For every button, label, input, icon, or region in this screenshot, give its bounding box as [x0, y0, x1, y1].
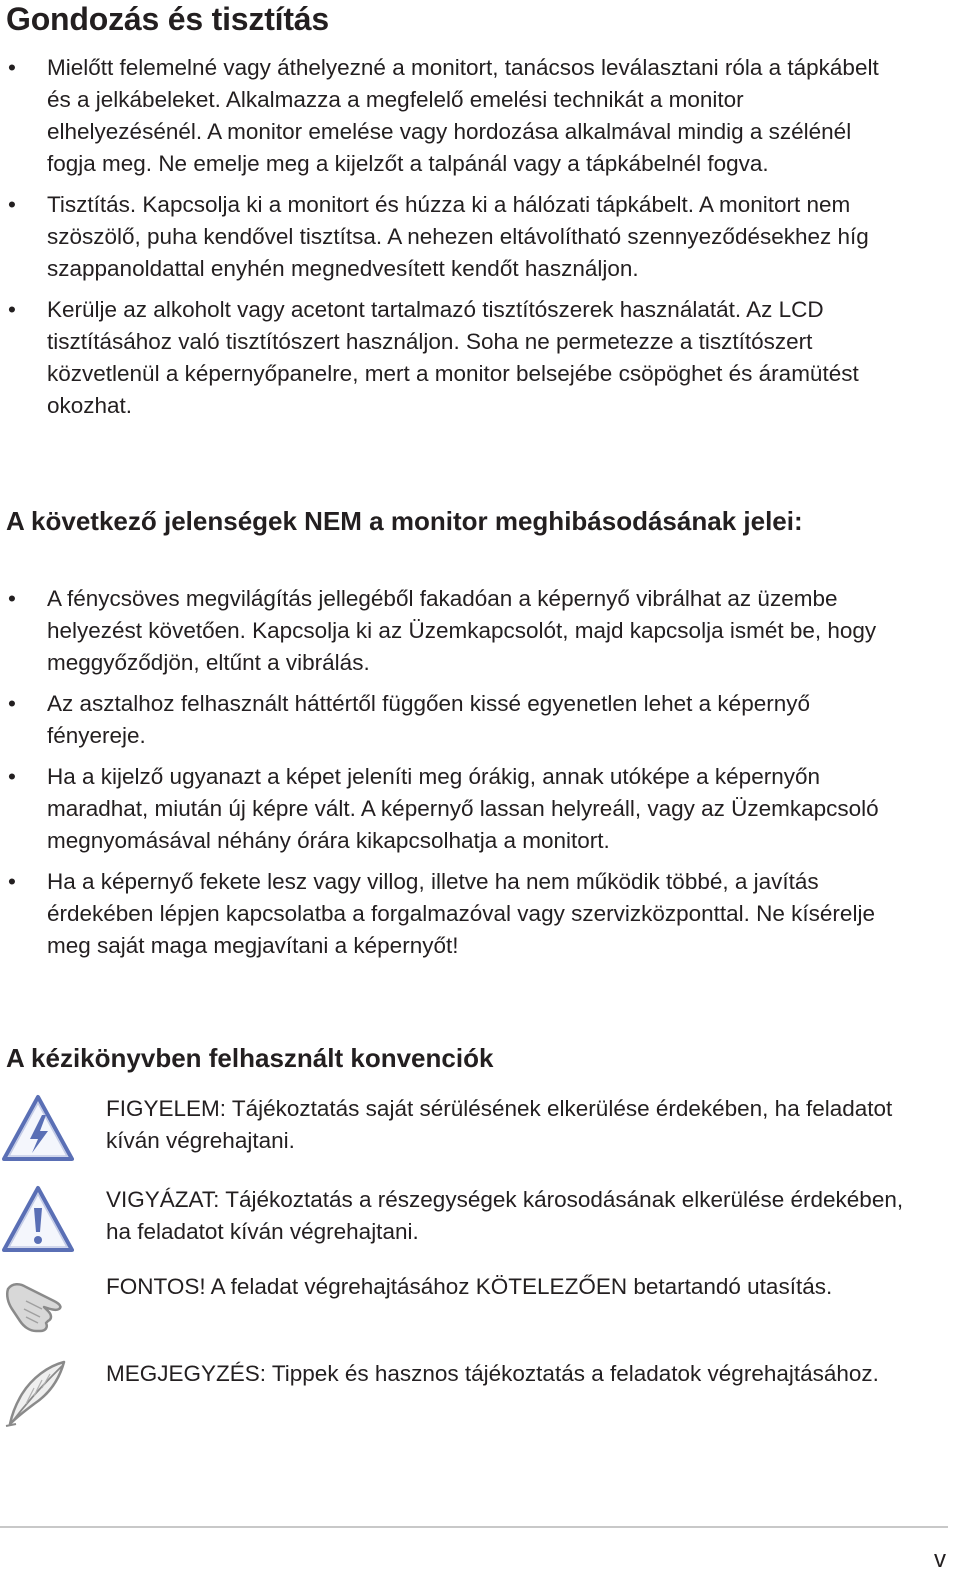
symptoms-section-title: A következő jelenségek NEM a monitor meghibásodásának jelei: — [6, 506, 803, 536]
convention-warning — [0, 1093, 960, 1173]
convention-text: FIGYELEM: Tájékoztatás saját sérülésének elkerülése érdekében, ha feladatot kíván végrehajtani. — [106, 1096, 893, 1153]
bullet: • — [8, 586, 16, 611]
page-number: v — [934, 1546, 946, 1573]
list-item — [0, 294, 900, 422]
symptoms-list — [0, 583, 900, 971]
list-item-text: Ha a kijelző ugyanazt a képet jeleníti meg órákig, annak utóképe a képernyőn maradhat, miután új képre vált. A képernyő lassan helyreáll, vagy az Üzemkapcsoló megnyomásával néhány órára kikapcsolhatja a monitort. — [47, 764, 879, 853]
bullet: • — [8, 691, 16, 716]
pointing-hand-icon — [2, 1271, 74, 1343]
list-item-text: Kerülje az alkoholt vagy acetont tartalmazó tisztítószerek használatát. Az LCD tisztításához való tisztítószert használjon. Soha ne permetezze a tisztítószert közvetlenül a képernyőpanelre, mert a monitor belsejébe csöpöghet és áramütést okozhat. — [47, 297, 859, 418]
bullet: • — [8, 297, 16, 322]
bullet: • — [8, 764, 16, 789]
list-item — [0, 761, 900, 857]
convention-text: VIGYÁZAT: Tájékoztatás a részegységek károsodásának elkerülése érdekében, ha feladatot kíván végrehajtani. — [106, 1187, 904, 1244]
list-item-text: Mielőtt felemelné vagy áthelyezné a monitort, tanácsos leválasztani róla a tápkábelt és a jelkábeleket. Alkalmazza a megfelelő emelési technikát a monitor elhelyezésénél. A monitor emelése vagy hordozása alkalmával mindig a szélénél fogja meg. Ne emelje meg a kijelzőt a talpánál vagy a tápkábelnél fogva. — [47, 55, 879, 176]
care-list — [0, 52, 900, 431]
convention-text: FONTOS! A feladat végrehajtásához KÖTELEZŐEN betartandó utasítás. — [106, 1274, 833, 1299]
footer-divider — [0, 1526, 948, 1528]
list-item-text: Tisztítás. Kapcsolja ki a monitort és húzza ki a hálózati tápkábelt. A monitort nem szöszölő, puha kendővel tisztítsa. A nehezen eltávolítható szennyeződésekhez híg szappanoldattal enyhén megnedvesített kendőt használjon. — [47, 192, 869, 281]
list-item-text: Ha a képernyő fekete lesz vagy villog, illetve ha nem működik többé, a javítás érdekében lépjen kapcsolatba a forgalmazóval vagy szervizközponttal. Ne kísérelje meg saját maga megjavítani a képernyőt! — [47, 869, 875, 958]
care-section-title: Gondozás és tisztítás — [6, 1, 329, 37]
exclamation-warning-icon — [2, 1184, 74, 1256]
bullet: • — [8, 55, 16, 80]
convention-caution — [0, 1184, 960, 1264]
list-item-text: Az asztalhoz felhasznált háttértől függően kissé egyenetlen lehet a képernyő fényereje. — [47, 691, 810, 748]
convention-text: MEGJEGYZÉS: Tippek és hasznos tájékoztatás a feladatok végrehajtásához. — [106, 1361, 879, 1386]
list-item — [0, 189, 900, 285]
conventions-section-title: A kézikönyvben felhasznált konvenciók — [6, 1043, 494, 1073]
list-item — [0, 866, 900, 962]
bullet: • — [8, 869, 16, 894]
lightning-warning-icon — [2, 1093, 74, 1165]
convention-note — [0, 1358, 960, 1438]
convention-important — [0, 1271, 960, 1351]
list-item — [0, 52, 900, 180]
bullet: • — [8, 192, 16, 217]
list-item — [0, 688, 900, 752]
list-item — [0, 583, 900, 679]
quill-pen-icon — [2, 1358, 74, 1430]
list-item-text: A fénycsöves megvilágítás jellegéből fakadóan a képernyő vibrálhat az üzembe helyezést követően. Kapcsolja ki az Üzemkapcsolót, majd kapcsolja ismét be, hogy meggyőződjön, eltűnt a vibrálás. — [47, 586, 877, 675]
